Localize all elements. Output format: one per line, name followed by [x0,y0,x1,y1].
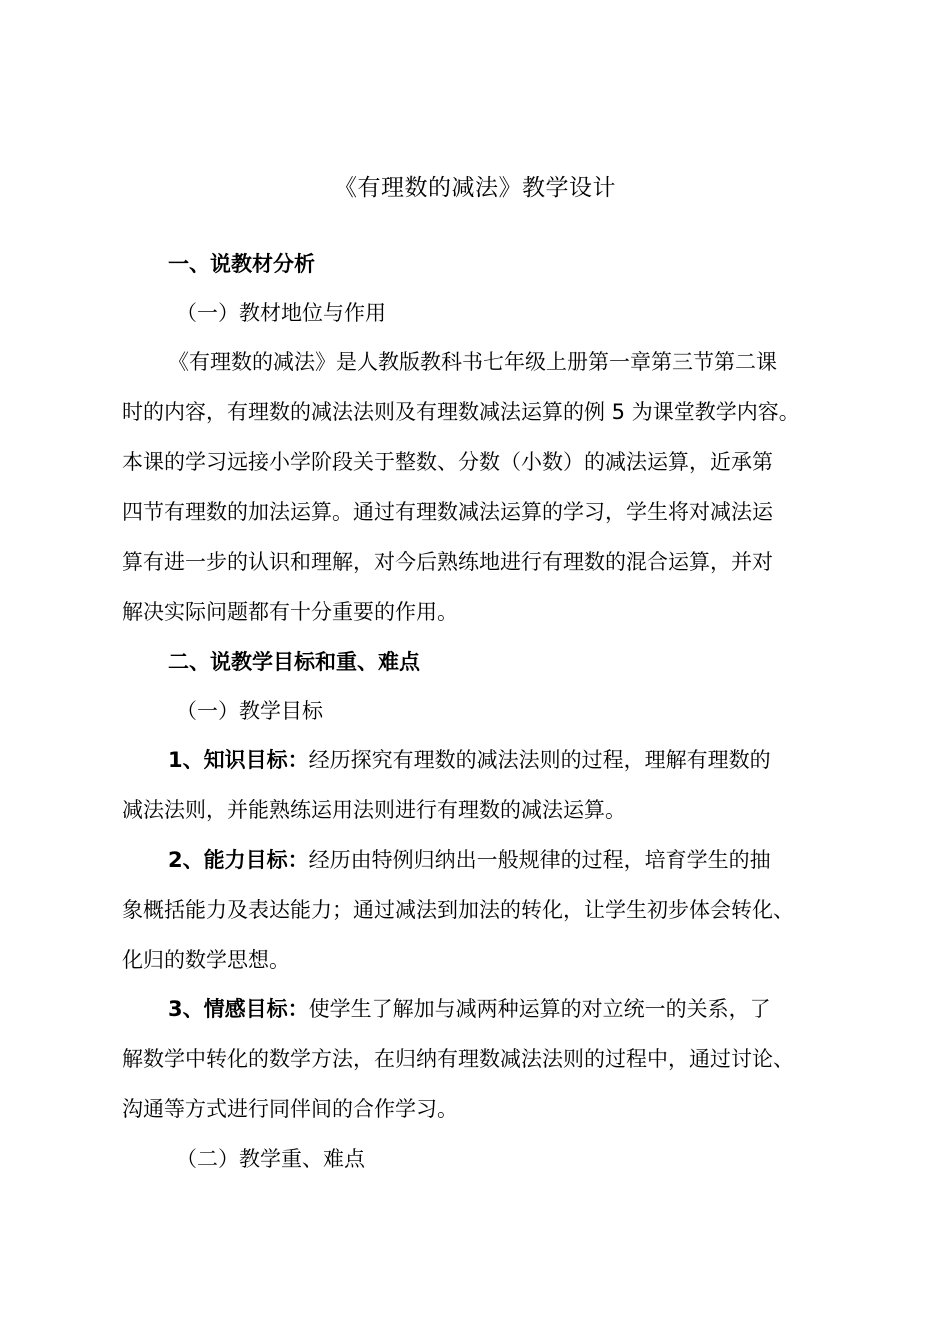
goal1-line: 减法法则，并能熟练运用法则进行有理数的减法运算。 [122,798,626,822]
section2-subheading: （一）教学目标 [176,699,323,723]
paragraph-line: 解决实际问题都有十分重要的作用。 [122,600,458,624]
goal2-line: 象概括能力及表达能力；通过减法到加法的转化，让学生初步体会转化、 [122,898,794,922]
goal3-line: 解数学中转化的数学方法，在归纳有理数减法法则的过程中，通过讨论、 [122,1047,794,1071]
document-title: 《有理数的减法》教学设计 [334,175,616,201]
goal3-text: 使学生了解加与减两种运算的对立统一的关系，了 [308,997,771,1021]
goal3-label: 3、情感目标： [168,997,309,1021]
paragraph-line: 时的内容，有理数的减法法则及有理数减法运算的例 5 为课堂教学内容。 [122,400,800,424]
section2-subheading-2: （二）教学重、难点 [176,1147,365,1171]
paragraph-line: 本课的学习远接小学阶段关于整数、分数（小数）的减法运算，近承第 [122,450,773,474]
goal2-line: 化归的数学思想。 [122,948,290,972]
goal1-label: 1、知识目标： [168,748,309,772]
goal1-text: 经历探究有理数的减法法则的过程，理解有理数的 [308,748,771,772]
section2-heading: 二、说教学目标和重、难点 [168,650,420,674]
paragraph-line: 算有进一步的认识和理解，对今后熟练地进行有理数的混合运算，并对 [122,550,773,574]
goal1-line [168,742,771,778]
goal2-text: 经历由特例归纳出一般规律的过程，培育学生的抽 [308,848,771,872]
section1-heading: 一、说教材分析 [168,252,315,276]
paragraph-line: 《有理数的减法》是人教版教科书七年级上册第一章第三节第二课 [168,350,777,374]
goal3-line: 沟通等方式进行同伴间的合作学习。 [122,1097,458,1121]
goal3-line [168,991,771,1027]
goal2-line [168,842,771,878]
paragraph-line: 四节有理数的加法运算。通过有理数减法运算的学习，学生将对减法运 [122,500,773,524]
goal2-label: 2、能力目标： [168,848,309,872]
section1-subheading: （一）教材地位与作用 [176,301,386,325]
